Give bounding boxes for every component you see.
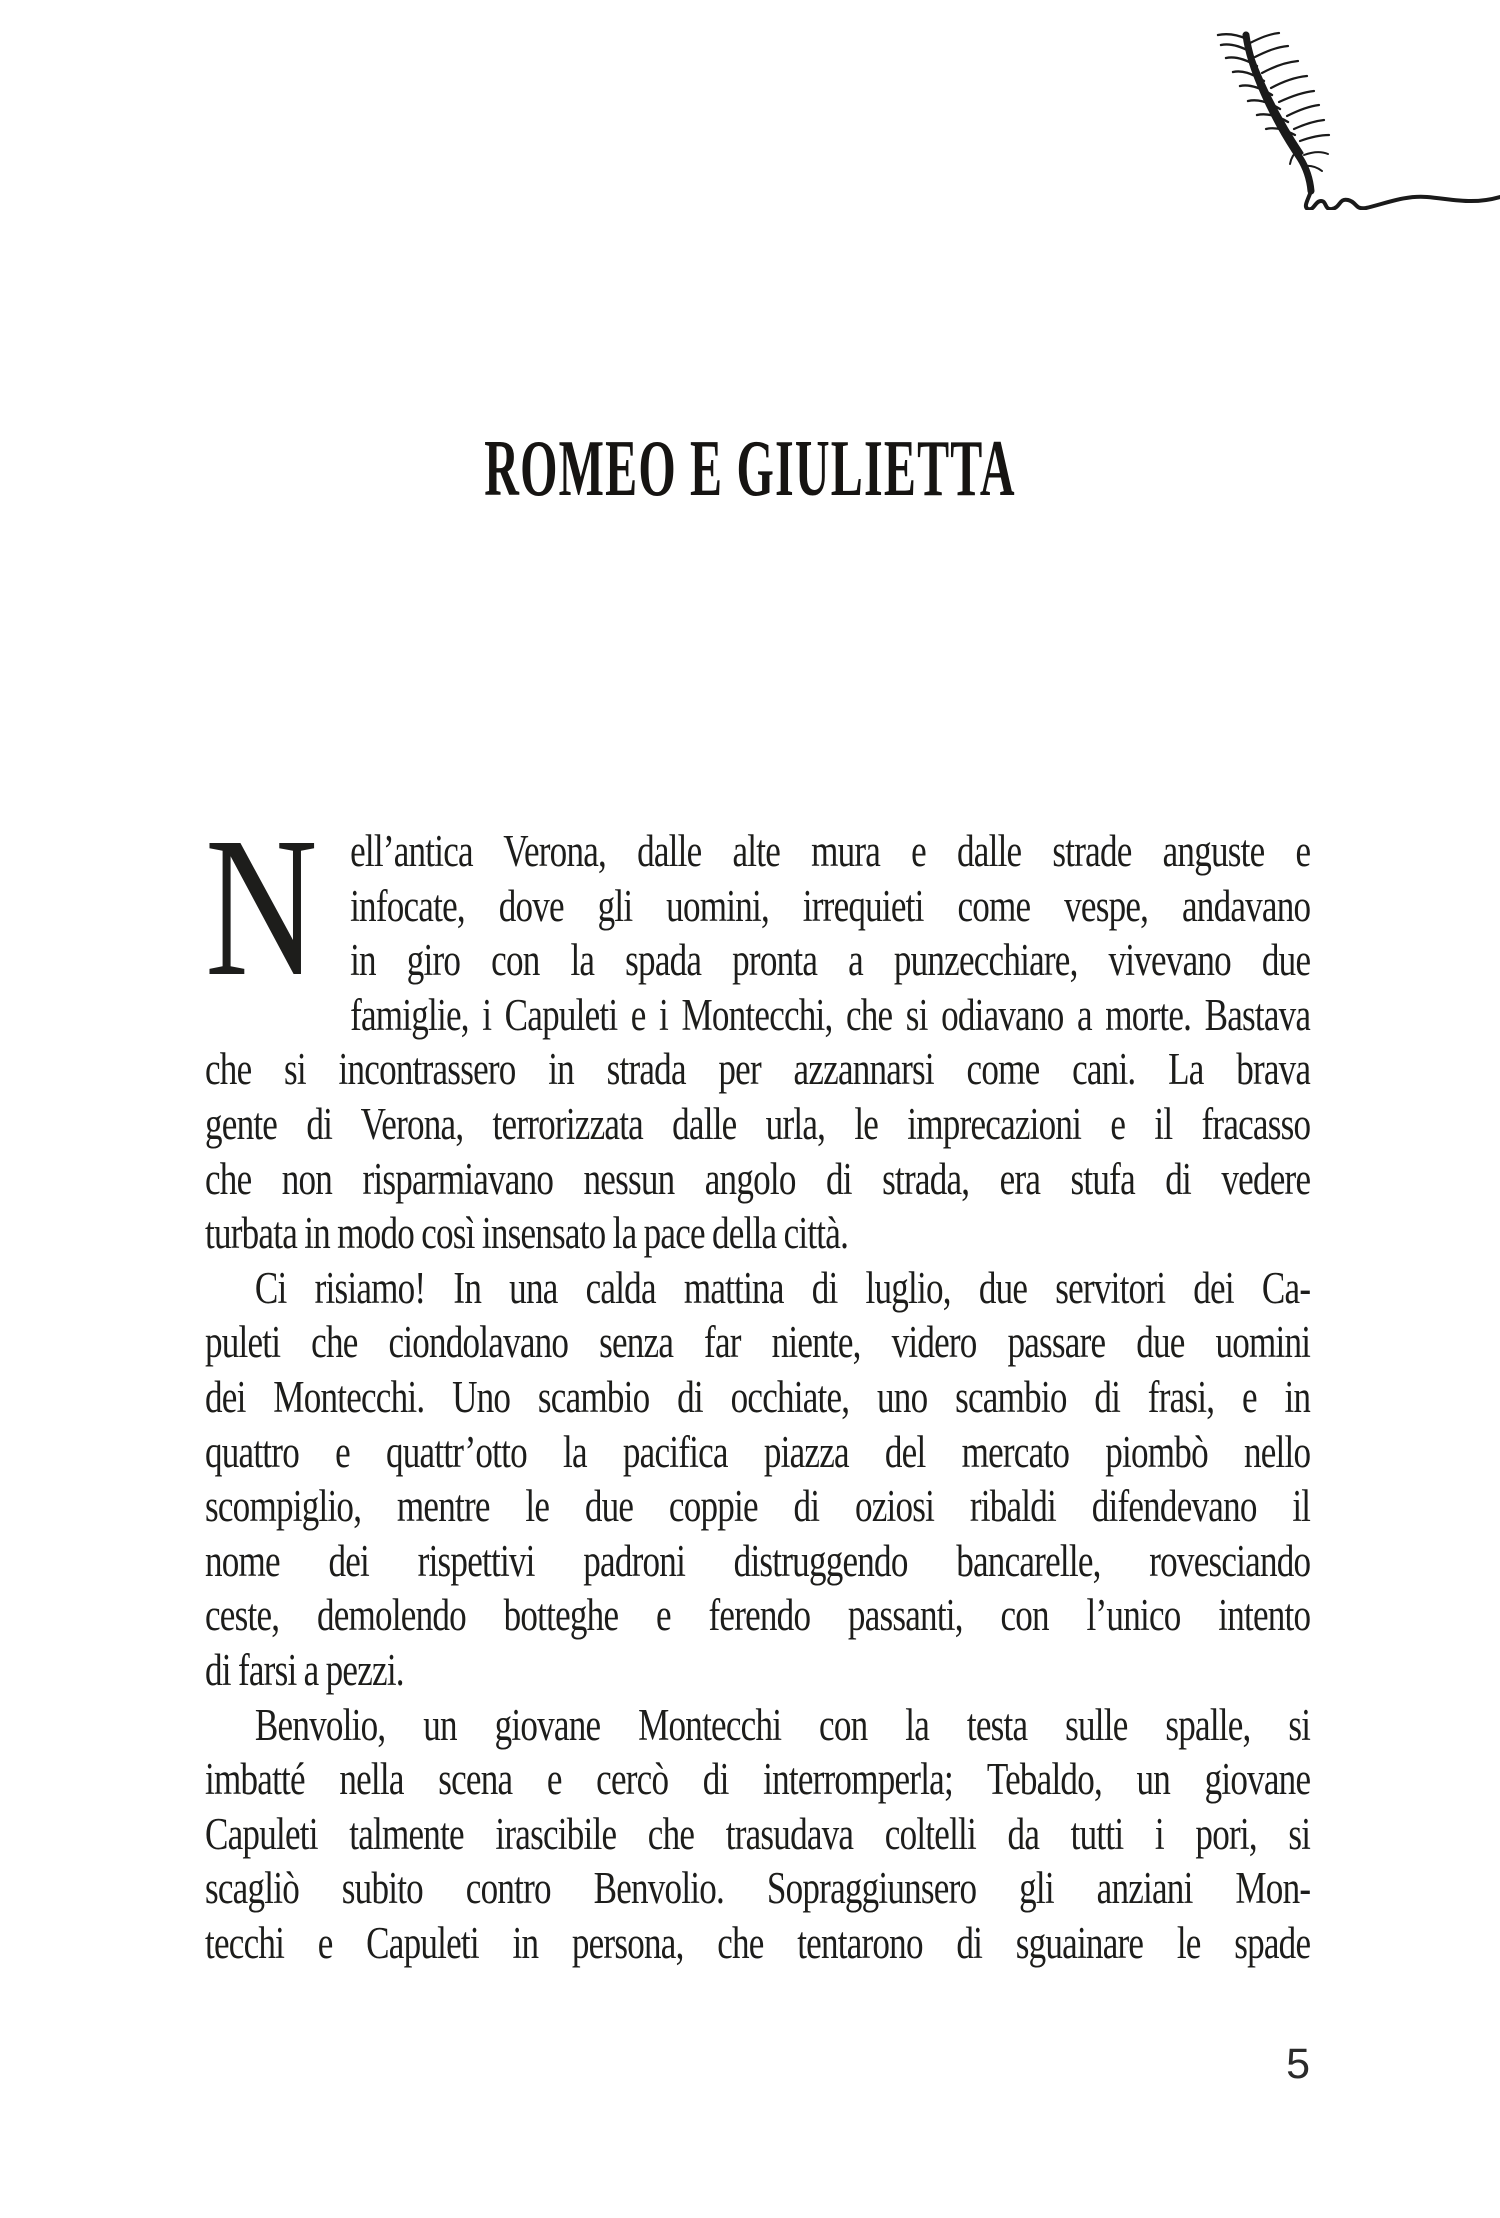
text-line: quattro e quattr’otto la pacifica piazza del mercato piombò nello xyxy=(205,1426,1311,1477)
text-line: di farsi a pezzi. xyxy=(205,1644,404,1695)
text-line: tecchi e Capuleti in persona, che tentarono di sguainare le spade xyxy=(205,1917,1311,1968)
text-line: dei Montecchi. Uno scambio di occhiate, uno scambio di frasi, e in xyxy=(205,1371,1311,1422)
text-line: Capuleti talmente irascibile che trasudava coltelli da tutti i pori, si xyxy=(205,1808,1311,1859)
body-text xyxy=(205,797,1311,1970)
text-line: famiglie, i Capuleti e i Montecchi, che si odiavano a morte. Bastava xyxy=(350,989,1311,1040)
text-line: scagliò subito contro Benvolio. Sopraggiunsero gli anziani Mon- xyxy=(205,1863,1311,1914)
text-line: che si incontrassero in strada per azzannarsi come cani. La brava xyxy=(205,1044,1311,1095)
quill-icon xyxy=(1200,25,1500,210)
text-line: imbatté nella scena e cercò di interromperla; Tebaldo, un giovane xyxy=(205,1754,1311,1805)
text-line: ell’antica Verona, dalle alte mura e dalle strade anguste e xyxy=(350,826,1311,876)
text-line: che non risparmiavano nessun angolo di strada, era stufa di vedere xyxy=(205,1153,1311,1204)
text-line: in giro con la spada pronta a punzecchiare, vivevano due xyxy=(350,935,1311,986)
paragraph xyxy=(205,1261,1310,1698)
chapter-title: ROMEO E GIULIETTA xyxy=(484,425,1016,513)
text-line: infocate, dove gli uomini, irrequieti come vespe, andavano xyxy=(350,880,1311,931)
text-line: puleti che ciondolavano senza far niente, videro passare due uomini xyxy=(205,1317,1311,1368)
drop-cap: N xyxy=(205,797,317,1018)
page-number: 5 xyxy=(1286,2040,1310,2088)
text-line: nome dei rispettivi padroni distruggendo bancarelle, rovesciando xyxy=(205,1535,1311,1586)
paragraph xyxy=(205,1698,1310,1971)
text-line: ceste, demolendo botteghe e ferendo passanti, con l’unico intento xyxy=(205,1590,1311,1641)
paragraph xyxy=(205,797,1311,1261)
text-line: scompiglio, mentre le due coppie di oziosi ribaldi difendevano il xyxy=(205,1481,1311,1532)
text-line: gente di Verona, terrorizzata dalle urla, le imprecazioni e il fracasso xyxy=(205,1098,1311,1149)
text-line: turbata in modo così insensato la pace della città. xyxy=(205,1208,849,1259)
text-line: Benvolio, un giovane Montecchi con la testa sulle spalle, si xyxy=(254,1699,1311,1750)
text-line: Ci risiamo! In una calda mattina di luglio, due servitori dei Ca- xyxy=(254,1262,1311,1313)
